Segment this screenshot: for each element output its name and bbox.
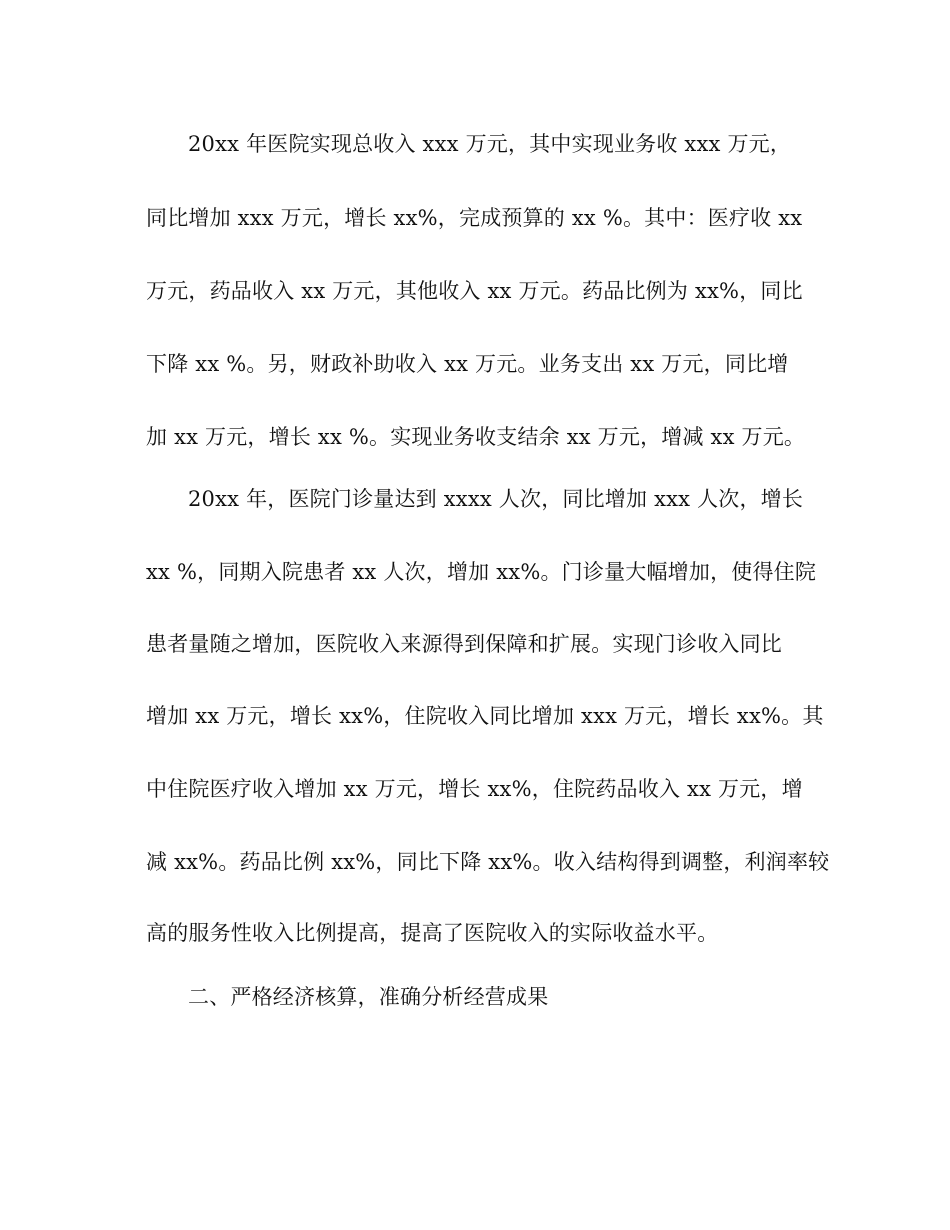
section-heading: 二、严格经济核算，准确分析经营成果: [188, 985, 549, 1009]
paragraph-1-line-1: 20xx 年医院实现总收入 xxx 万元，其中实现业务收 xxx 万元，: [188, 132, 792, 156]
paragraph-2-line-6: 减 xx%。药品比例 xx%，同比下降 xx%。收入结构得到调整，利润率较: [146, 850, 830, 874]
paragraph-1-line-3: 万元，药品收入 xx 万元，其他收入 xx 万元。药品比例为 xx%，同比: [146, 279, 803, 303]
paragraph-2-line-5: 中住院医疗收入增加 xx 万元，增长 xx%，住院药品收入 xx 万元，增: [146, 777, 803, 801]
paragraph-1-line-2: 同比增加 xxx 万元，增长 xx%，完成预算的 xx %。其中：医疗收 xx: [146, 206, 803, 230]
paragraph-2-line-7: 高的服务性收入比例提高，提高了医院收入的实际收益水平。: [146, 921, 719, 945]
paragraph-1-line-4: 下降 xx %。另，财政补助收入 xx 万元。业务支出 xx 万元，同比增: [146, 352, 789, 376]
paragraph-2-line-1: 20xx 年，医院门诊量达到 xxxx 人次，同比增加 xxx 人次，增长: [188, 487, 804, 511]
paragraph-2-line-2: xx %，同期入院患者 xx 人次，增加 xx%。门诊量大幅增加，使得住院: [146, 560, 817, 584]
paragraph-2-line-4: 增加 xx 万元，增长 xx%，住院收入同比增加 xxx 万元，增长 xx%。其: [146, 704, 824, 728]
paragraph-2-line-3: 患者量随之增加，医院收入来源得到保障和扩展。实现门诊收入同比: [146, 632, 782, 656]
paragraph-1-line-5: 加 xx 万元，增长 xx %。实现业务收支结余 xx 万元，增减 xx 万元。: [146, 425, 806, 449]
